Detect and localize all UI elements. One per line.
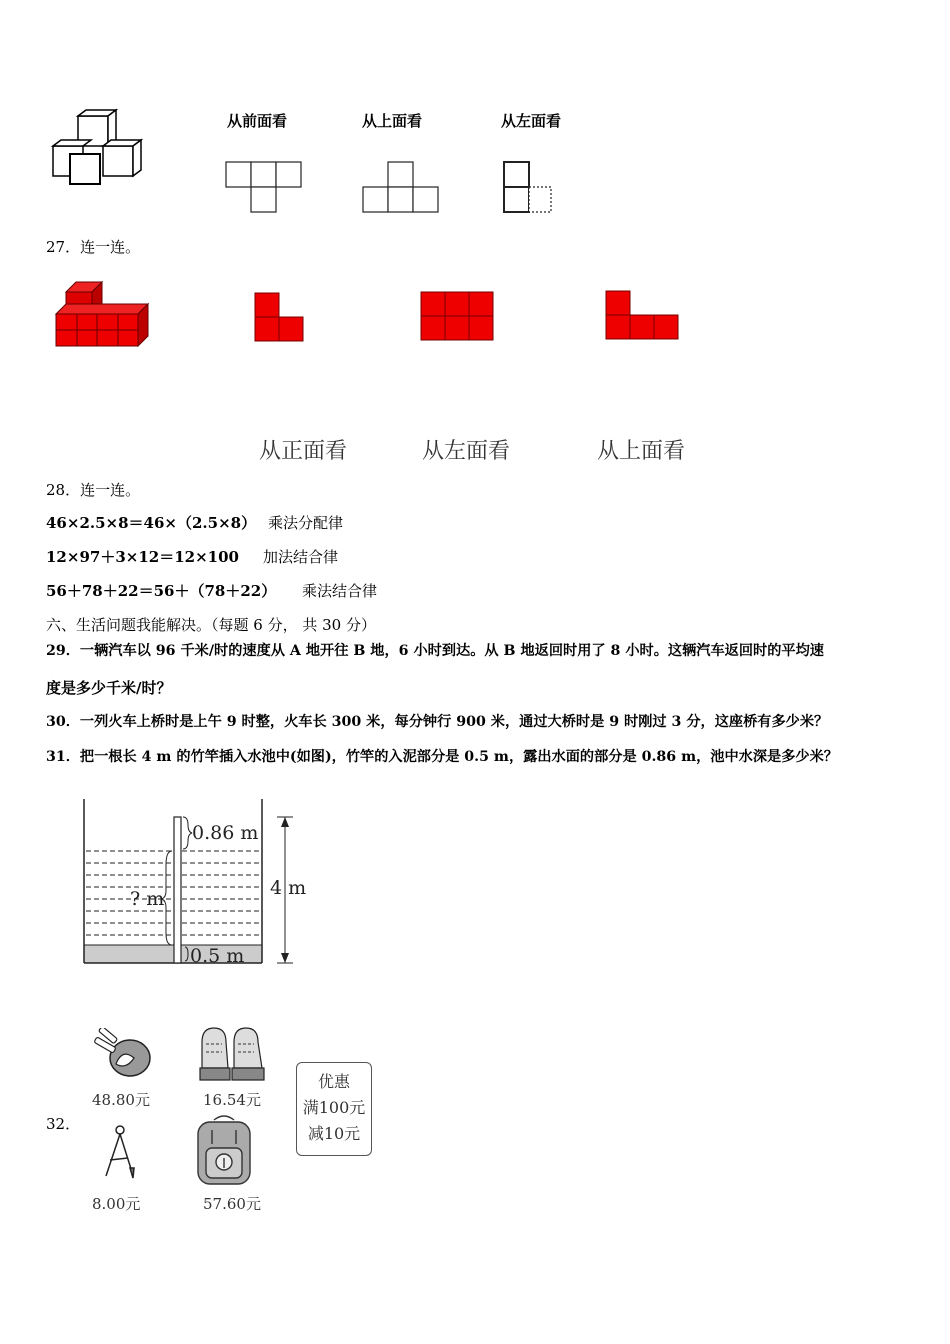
red-cube-solid (52, 278, 152, 350)
view-label-front: 从前面看 (227, 112, 288, 130)
pole-above-label: 0.86 m (192, 822, 259, 844)
red-view-l-long (605, 290, 681, 342)
q28-law-3: 乘法结合律 (302, 582, 378, 600)
q32-number: 32． (46, 1115, 81, 1133)
red-view-rect (420, 291, 496, 343)
water-depth-label: ? m (130, 888, 165, 910)
backpack-icon (192, 1112, 256, 1190)
label-front-view: 从正面看 (259, 439, 348, 464)
promo-title: 优惠 (317, 1072, 350, 1091)
q28-law-1: 乘法分配律 (268, 514, 344, 532)
ping-pong-paddle-icon (90, 1028, 154, 1086)
q28-law-2: 加法结合律 (263, 548, 339, 566)
view-label-left: 从左面看 (501, 112, 562, 130)
q30-text: 30．一列火车上桥时是上午 9 时整，火车长 300 米，每分钟行 900 米，通过大桥时是 9 时刚过 3 分，这座桥有多少米？ (46, 714, 829, 730)
mud-depth-label: 0.5 m (190, 945, 245, 967)
mittens-icon (196, 1024, 268, 1086)
pool-bamboo-figure (80, 795, 320, 970)
promo-line-1: 满100元 (302, 1098, 366, 1117)
compass-icon (98, 1122, 138, 1182)
q28-expr-2: 12×97＋3×12＝12×100 (46, 548, 239, 566)
top-view-drawing (362, 160, 442, 214)
promo-line-2: 减10元 (307, 1124, 361, 1143)
q28-expr-1: 46×2.5×8＝46×（2.5×8） (46, 514, 257, 532)
q27-title: 27．连一连。 (46, 238, 141, 256)
red-view-l-small (254, 292, 306, 344)
q31-text: 31．把一根长 4 m 的竹竿插入水池中(如图)，竹竿的入泥部分是 0.5 m，露出水面的部分是 0.86 m，池中水深是多少米？ (46, 749, 838, 765)
view-label-top: 从上面看 (362, 112, 423, 130)
cube-stack-figure (48, 108, 158, 190)
discount-promo-box (296, 1062, 372, 1156)
q29-line-2: 度是多少千米/时？ (46, 679, 172, 697)
front-view-drawing (225, 160, 305, 214)
price-compass: 8.00元 (92, 1195, 141, 1213)
price-mittens: 16.54元 (203, 1091, 261, 1109)
price-backpack: 57.60元 (203, 1195, 261, 1213)
pole-total-label: 4 m (270, 877, 307, 899)
section-six-heading: 六、生活问题我能解决。（每题 6 分， 共 30 分） (46, 616, 376, 634)
q28-expr-3: 56＋78＋22＝56＋（78＋22） (46, 582, 277, 600)
q29-line-1: 29．一辆汽车以 96 千米/时的速度从 A 地开往 B 地，6 小时到达。从 B 地返回时用了 8 小时。这辆汽车返回时的平均速 (46, 643, 824, 659)
label-left-view: 从左面看 (422, 439, 511, 464)
price-paddle: 48.80元 (92, 1091, 150, 1109)
label-top-view: 从上面看 (597, 439, 686, 464)
left-view-drawing (502, 160, 558, 214)
q28-title: 28．连一连。 (46, 481, 141, 499)
